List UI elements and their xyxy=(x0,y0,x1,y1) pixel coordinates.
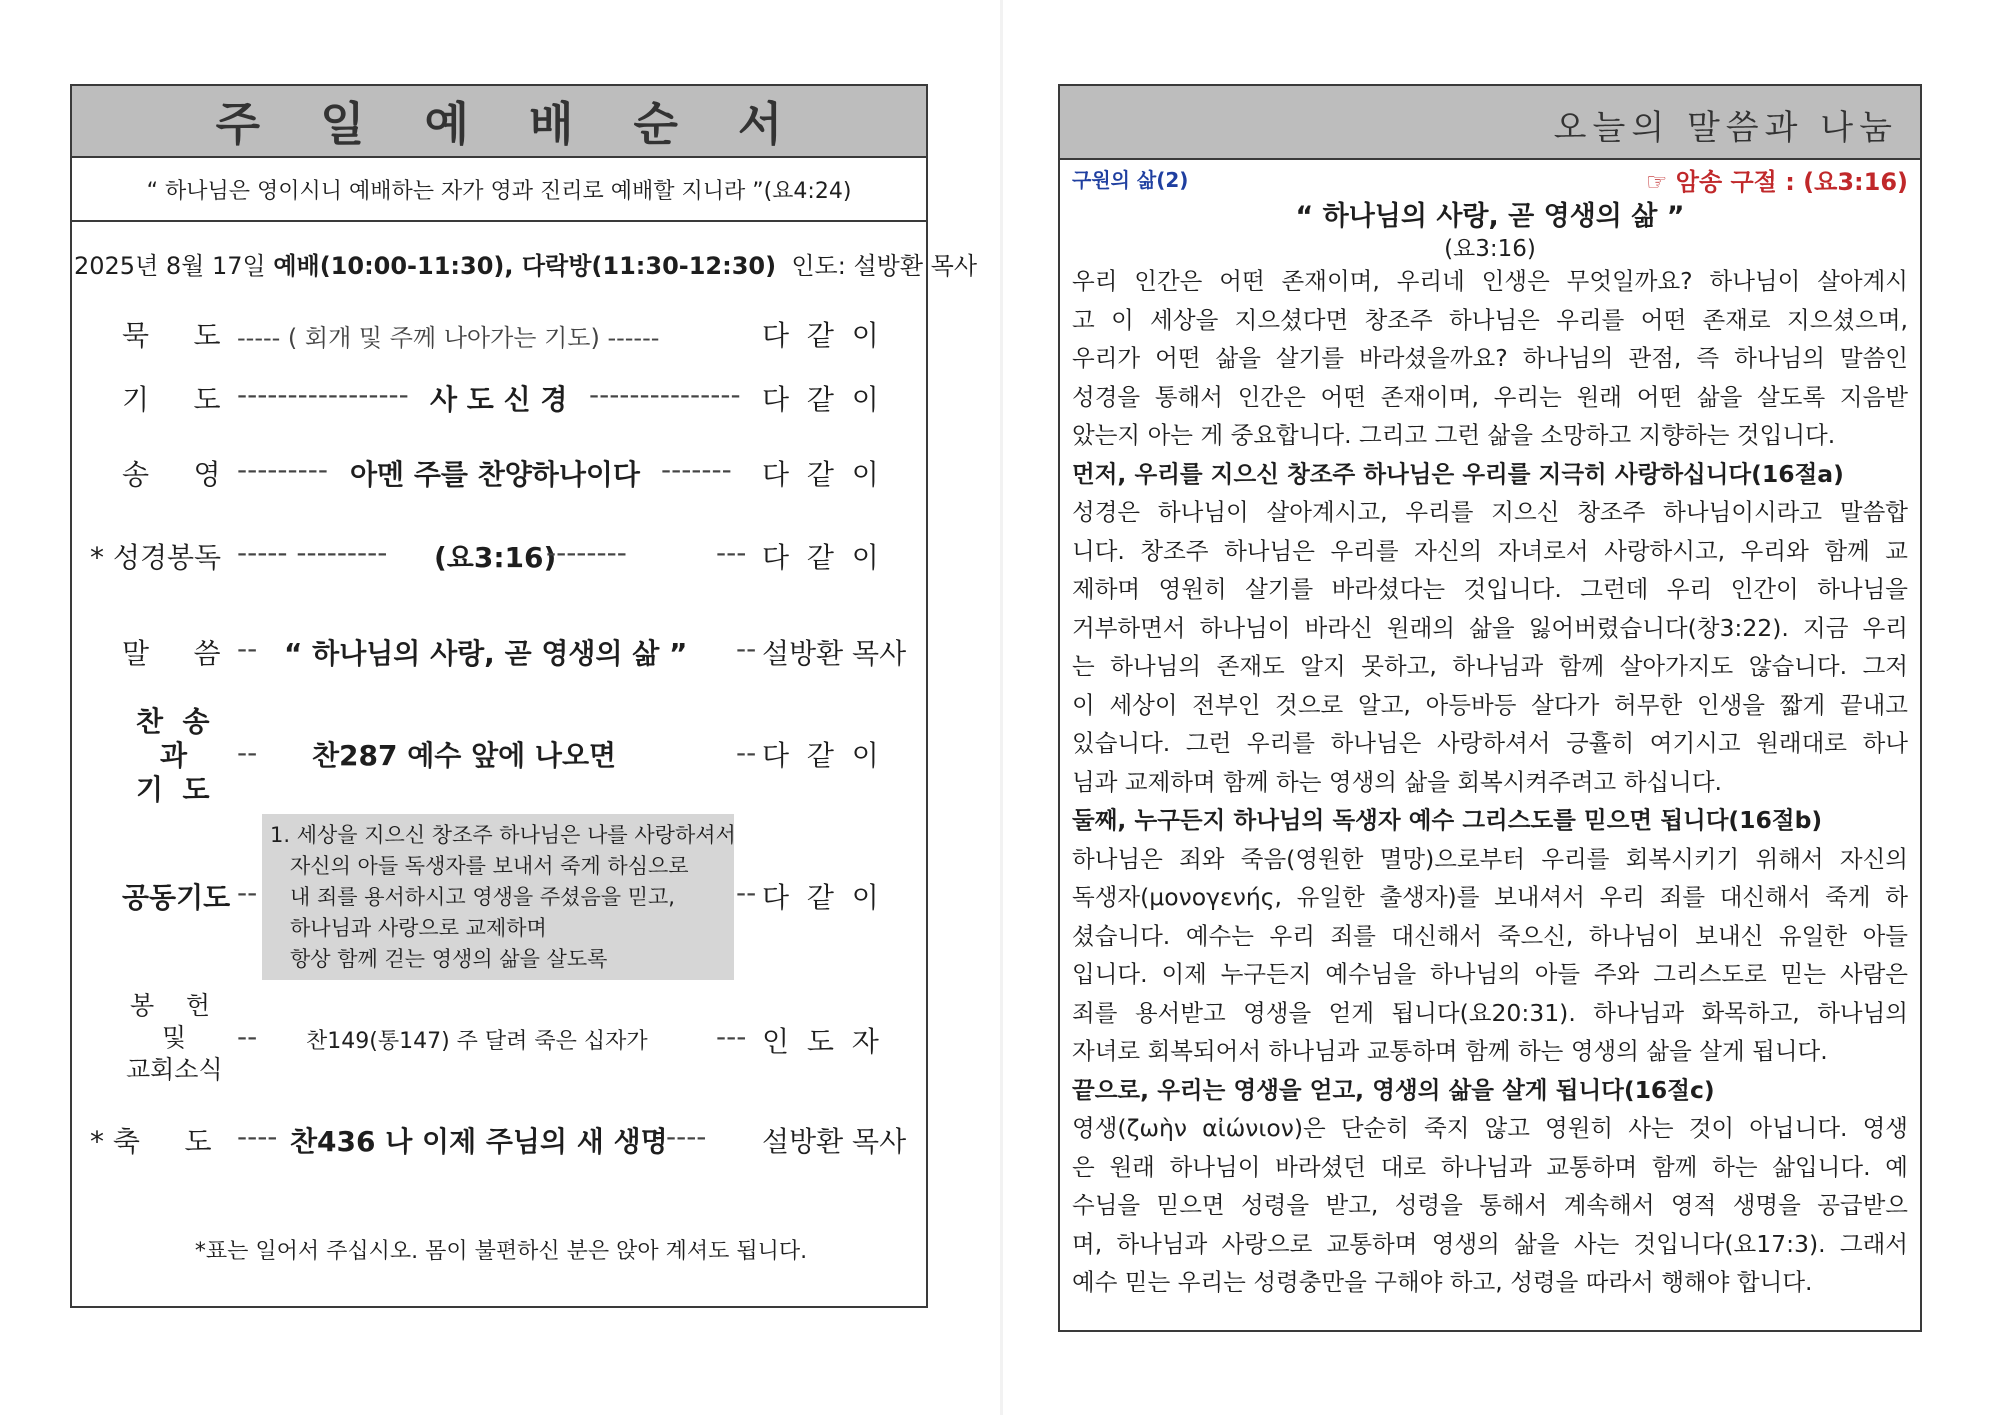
body-line: 이 세상이 전부인 것으로 알고, 아등바등 살다가 허무한 인생을 짧게 끝내고 xyxy=(1072,690,1908,719)
body-line: 영생(ζωὴν αἰώνιον)은 단순히 죽지 않고 영원히 사는 것이 아닙니다. 영생 xyxy=(1072,1114,1908,1142)
order-by: 인 도 자 xyxy=(762,1025,879,1058)
order-dash: -- xyxy=(736,736,757,769)
worship-order-title: 주 일 예 배 순 서 xyxy=(215,97,805,151)
order-row-offering-news xyxy=(72,986,930,1096)
order-by: 다 같 이 xyxy=(762,739,879,772)
order-label: 공동기도 xyxy=(122,881,231,914)
standing-footnote: *표는 일어서 주십시오. 몸이 불편하신 분은 앉아 계셔도 됩니다. xyxy=(194,1239,808,1264)
sermon-reference: (요3:16) xyxy=(1444,236,1536,262)
prayer-line: 1. 세상을 지으신 창조주 하나님은 나를 사랑하셔서 xyxy=(270,823,736,847)
order-by: 다 같 이 xyxy=(762,383,879,416)
order-row-sermon xyxy=(72,632,930,672)
body-line: 입니다. 이제 누구든지 예수님을 하나님의 아들 주와 그리스도로 믿는 사람은 xyxy=(1072,960,1908,988)
order-by: 다 같 이 xyxy=(762,881,879,914)
body-line: 자녀로 회복되어서 하나님과 교통하며 함께 하는 영생의 삶을 살게 됩니다. xyxy=(1072,1037,1828,1065)
order-by: 설방환 목사 xyxy=(762,1125,907,1158)
order-by: 설방환 목사 xyxy=(762,637,907,670)
prayer-line: 항상 함께 걷는 영생의 삶을 살도록 xyxy=(270,947,608,971)
order-by: 다 같 이 xyxy=(762,458,879,491)
order-dash: ---- xyxy=(237,1120,278,1153)
order-dash: --- xyxy=(716,1020,747,1053)
body-line: 성경은 하나님이 살아계시고, 우리를 지으신 창조주 하나님이시라고 말씀합 xyxy=(1072,498,1908,526)
series-label: 구원의 삶(2) xyxy=(1072,168,1189,192)
order-label: 교회소식 xyxy=(126,1055,223,1084)
body-line: 고 이 세상을 지으셨다면 창조주 하나님은 우리를 어떤 존재로 지으셨으며, xyxy=(1072,305,1908,334)
order-label: 말 씀 xyxy=(122,637,221,670)
order-dash: ----- --------- xyxy=(237,536,388,569)
order-content: 찬149(통147) 주 달려 죽은 십자가 xyxy=(306,1029,648,1054)
order-dash: --------------- xyxy=(589,378,741,411)
order-label: 찬 송 xyxy=(136,705,210,738)
order-label: 기 도 xyxy=(136,773,210,806)
service-times: 예배(10:00-11:30), 다락방(11:30-12:30) xyxy=(273,252,777,280)
order-dash: -- xyxy=(237,876,258,909)
order-dash: --- xyxy=(716,536,747,569)
body-line: 은 원래 하나님이 바라셨던 대로 하나님과 교통하며 함께 하는 삶입니다. 예 xyxy=(1072,1152,1908,1181)
order-content: 아멘 주를 찬양하나이다 xyxy=(350,458,640,491)
order-row-scripture xyxy=(72,536,930,576)
order-dash: -- xyxy=(237,632,258,665)
body-line: 우리 인간은 어떤 존재이며, 우리네 인생은 무엇일까요? 하나님이 살아계시 xyxy=(1072,267,1908,295)
order-dash: ---- xyxy=(666,1120,707,1153)
order-content: 찬436 나 이제 주님의 새 생명 xyxy=(290,1125,668,1158)
sermon-title: “ 하나님의 사랑, 곧 영생의 삶 ” xyxy=(1295,201,1685,232)
order-dash: --------- xyxy=(237,453,328,486)
prayer-line: 내 죄를 용서하시고 영생을 주셨음을 믿고, xyxy=(270,885,675,909)
section-heading: 먼저, 우리를 지으신 창조주 하나님은 우리를 지극히 사랑하십니다(16절a) xyxy=(1072,459,1844,488)
order-label: 송 영 xyxy=(122,458,221,491)
page-fold xyxy=(1000,0,1003,1415)
body-line: 님과 교제하며 함께 하는 영생의 삶을 회복시켜주려고 하십니다. xyxy=(1072,767,1722,796)
body-line: 독생자(μονογενής, 유일한 출생자)를 보내셔서 우리 죄를 대신해서 죽게 하 xyxy=(1072,883,1908,911)
order-dash: -------- xyxy=(546,536,627,569)
sermon-panel xyxy=(1058,84,1922,1332)
sermon-panel-title: 오늘의 말씀과 나눔 xyxy=(1553,108,1898,148)
order-by: 다 같 이 xyxy=(762,319,879,352)
memory-verse: ☞ 암송 구절 : (요3:16) xyxy=(1645,168,1908,196)
service-leader: 인도: 설방환 목사 xyxy=(776,252,977,280)
body-line: 있습니다. 그런 우리를 하나님은 사랑하셔서 긍휼히 여기시고 원래대로 하나 xyxy=(1072,729,1908,757)
body-line: 며, 하나님과 사랑으로 교통하며 영생의 삶을 사는 것입니다(요17:3). 그래서 xyxy=(1072,1229,1908,1258)
body-line: 거부하면서 하나님이 바라신 원래의 삶을 잃어버렸습니다(창3:22). 지금 우리 xyxy=(1072,613,1908,642)
theme-verse: “ 하나님은 영이시니 예배하는 자가 영과 진리로 예배할 지니라 ”(요4:24) xyxy=(72,158,926,222)
order-dash: -- xyxy=(736,632,757,665)
section-heading: 둘째, 누구든지 하나님의 독생자 예수 그리스도를 믿으면 됩니다(16절b) xyxy=(1072,806,1823,834)
worship-order-header xyxy=(72,86,926,158)
order-by: 다 같 이 xyxy=(762,541,879,574)
body-line: 성경을 통해서 인간은 어떤 존재이며, 우리는 원래 어떤 삶을 살도록 지음받 xyxy=(1072,382,1908,411)
prayer-line: 자신의 아들 독생자를 보내서 죽게 하심으로 xyxy=(270,854,689,878)
body-line: 죄를 용서받고 영생을 얻게 됩니다(요20:31). 하나님과 화목하고, 하나님의 xyxy=(1072,998,1908,1027)
order-row-prayer xyxy=(72,378,930,418)
order-label: 및 xyxy=(162,1023,187,1052)
order-row-hymn-prayer xyxy=(72,700,930,810)
order-label: * 성경봉독 xyxy=(90,541,222,574)
body-line: 예수 믿는 우리는 성령충만을 구해야 하고, 성령을 따라서 행해야 합니다. xyxy=(1072,1268,1813,1296)
order-row-silent-prayer xyxy=(72,314,930,354)
order-label: 봉 헌 xyxy=(130,991,211,1020)
order-row-doxology xyxy=(72,453,930,493)
order-label: 과 xyxy=(160,739,188,772)
section-heading: 끝으로, 우리는 영생을 얻고, 영생의 삶을 살게 됩니다(16절c) xyxy=(1072,1075,1715,1104)
body-line: 수님을 믿으면 성령을 받고, 성령을 통해서 계속해서 영적 생명을 공급받으 xyxy=(1072,1191,1908,1219)
worship-order-panel xyxy=(70,84,977,1308)
body-line: 제하며 영원히 살기를 바라셨다는 것입니다. 그런데 우리 인간이 하나님을 xyxy=(1072,575,1908,603)
body-line: 우리가 어떤 삶을 살기를 바라셨을까요? 하나님의 관점, 즉 하나님의 말씀인 xyxy=(1072,344,1908,372)
common-prayer-box xyxy=(262,814,734,980)
body-line: 았는지 아는 게 중요합니다. 그리고 그런 삶을 소망하고 지향하는 것입니다. xyxy=(1072,421,1836,449)
sermon-panel-header xyxy=(1060,86,1920,160)
body-line: 셨습니다. 예수는 우리 죄를 대신해서 죽으신, 하나님이 보내신 유일한 아들 xyxy=(1072,921,1908,950)
service-info xyxy=(74,246,977,281)
body-line: 는 하나님의 존재도 알지 못하고, 하나님과 함께 살아가지도 않습니다. 그저 xyxy=(1072,652,1908,680)
order-content: “ 하나님의 사랑, 곧 영생의 삶 ” xyxy=(284,637,688,670)
order-content: 사 도 신 경 xyxy=(430,383,568,416)
order-dash: ----------------- xyxy=(237,378,409,411)
order-dash: -- xyxy=(736,876,757,909)
order-content: 찬287 예수 앞에 나오면 xyxy=(312,739,617,772)
order-dash: -- xyxy=(237,736,258,769)
sermon-body xyxy=(1072,262,1908,1302)
order-row-benediction xyxy=(72,1120,930,1160)
order-label: 기 도 xyxy=(122,383,221,416)
body-line: 니다. 창조주 하나님은 우리를 자신의 자녀로서 사랑하시고, 우리와 함께 교 xyxy=(1072,536,1908,565)
order-label: * 축 도 xyxy=(90,1125,212,1158)
order-dash: -- xyxy=(237,1020,258,1053)
order-dash: ----- ( 회개 및 주께 나아가는 기도) ------ xyxy=(237,324,660,352)
body-line: 하나님은 죄와 죽음(영원한 멸망)으로부터 우리를 회복시키기 위해서 자신의 xyxy=(1072,844,1908,873)
order-content: (요3:16) xyxy=(434,541,557,574)
service-date: 2025년 8월 17일 xyxy=(74,252,274,280)
order-label: 묵 도 xyxy=(122,319,221,352)
prayer-line: 하나님과 사랑으로 교제하며 xyxy=(270,916,547,940)
order-dash: ------- xyxy=(661,453,732,486)
